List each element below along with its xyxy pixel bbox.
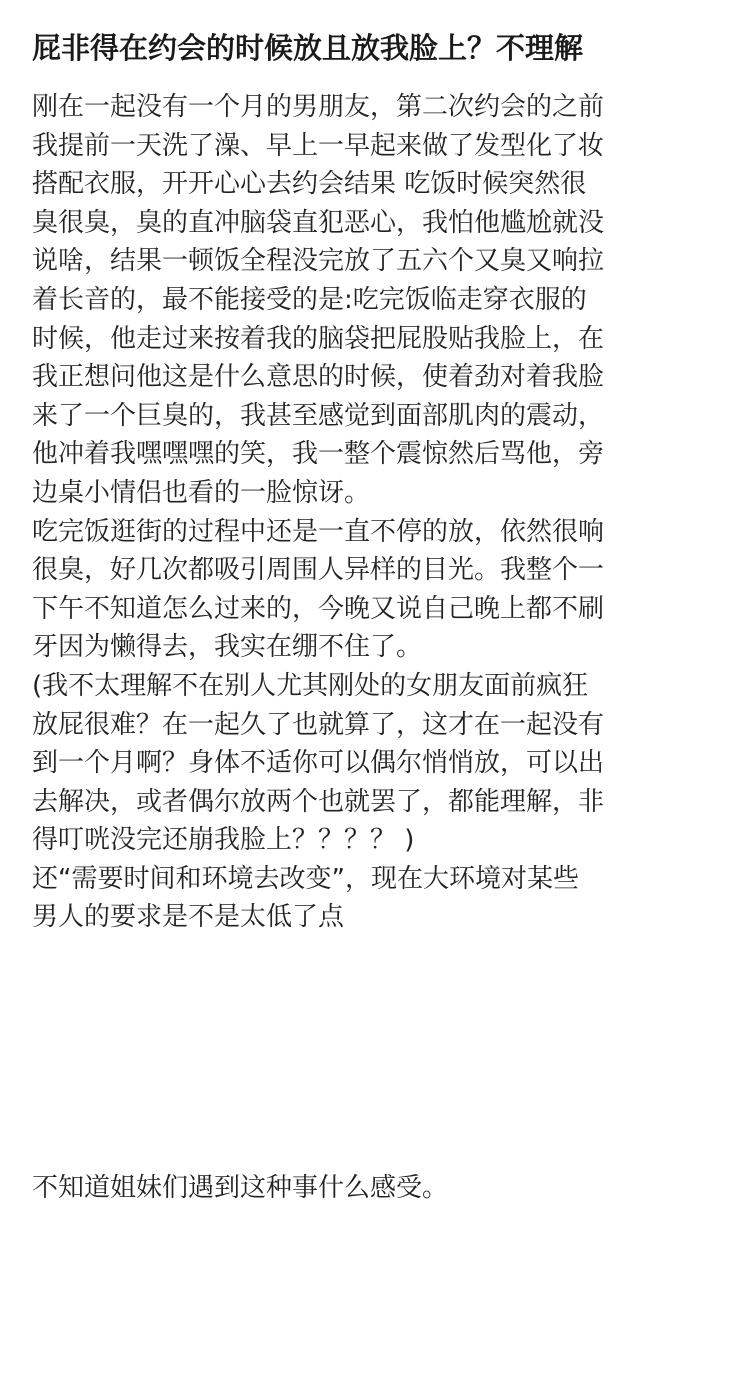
post-title: 屁非得在约会的时候放且放我脸上？不理解 xyxy=(32,31,584,65)
post-body xyxy=(32,88,728,1208)
body-line: 搭配衣服，开开心心去约会结果 吃饭时候突然很 xyxy=(32,169,587,200)
body-line: 说啥，结果一顿饭全程没完放了五六个又臭又响拉 xyxy=(32,246,605,277)
body-line: 牙因为懒得去，我实在绷不住了。 xyxy=(32,632,423,663)
body-line: 来了一个巨臭的，我甚至感觉到面部肌肉的震动， xyxy=(32,400,605,431)
body-line: 还“需要时间和环境去改变”，现在大环境对某些 xyxy=(32,863,579,894)
body-line: 边桌小情侣也看的一脸惊讶。 xyxy=(32,477,371,508)
body-line: 时候，他走过来按着我的脑袋把屁股贴我脸上，在 xyxy=(32,323,605,354)
body-line: 放屁很难？在一起久了也就算了，这才在一起没有 xyxy=(32,709,605,740)
body-line: 吃完饭逛街的过程中还是一直不停的放，依然很响 xyxy=(32,516,605,547)
body-line: 下午不知道怎么过来的，今晚又说自己晚上都不刷 xyxy=(32,593,605,624)
body-line: 刚在一起没有一个月的男朋友，第二次约会的之前 xyxy=(32,92,605,122)
post-container xyxy=(32,0,728,1208)
body-line: (我不太理解不在别人尤其刚处的女朋友面前疯狂 xyxy=(32,670,589,701)
body-line: 臭很臭，臭的直冲脑袋直犯恶心，我怕他尴尬就没 xyxy=(32,207,605,238)
body-line: 去解决，或者偶尔放两个也就罢了，都能理解，非 xyxy=(32,786,605,817)
blank-space xyxy=(32,937,728,1169)
body-line: 我提前一天洗了澡、早上一早起来做了发型化了妆 xyxy=(32,130,605,161)
body-line: 他冲着我嘿嘿嘿的笑，我一整个震惊然后骂他，旁 xyxy=(32,439,605,470)
body-line: 男人的要求是不是太低了点 xyxy=(32,902,345,933)
body-line: 着长音的，最不能接受的是:吃完饭临走穿衣服的 xyxy=(32,284,587,315)
body-line: 我正想问他这是什么意思的时候，使着劲对着我脸 xyxy=(32,362,605,393)
closing-line: 不知道姐妹们遇到这种事什么感受。 xyxy=(32,1173,449,1204)
body-line: 得叮咣没完还崩我脸上？？？？ ) xyxy=(32,825,415,856)
body-line: 到一个月啊？身体不适你可以偶尔悄悄放，可以出 xyxy=(32,748,605,779)
body-line: 很臭，好几次都吸引周围人异样的目光。我整个一 xyxy=(32,555,605,586)
